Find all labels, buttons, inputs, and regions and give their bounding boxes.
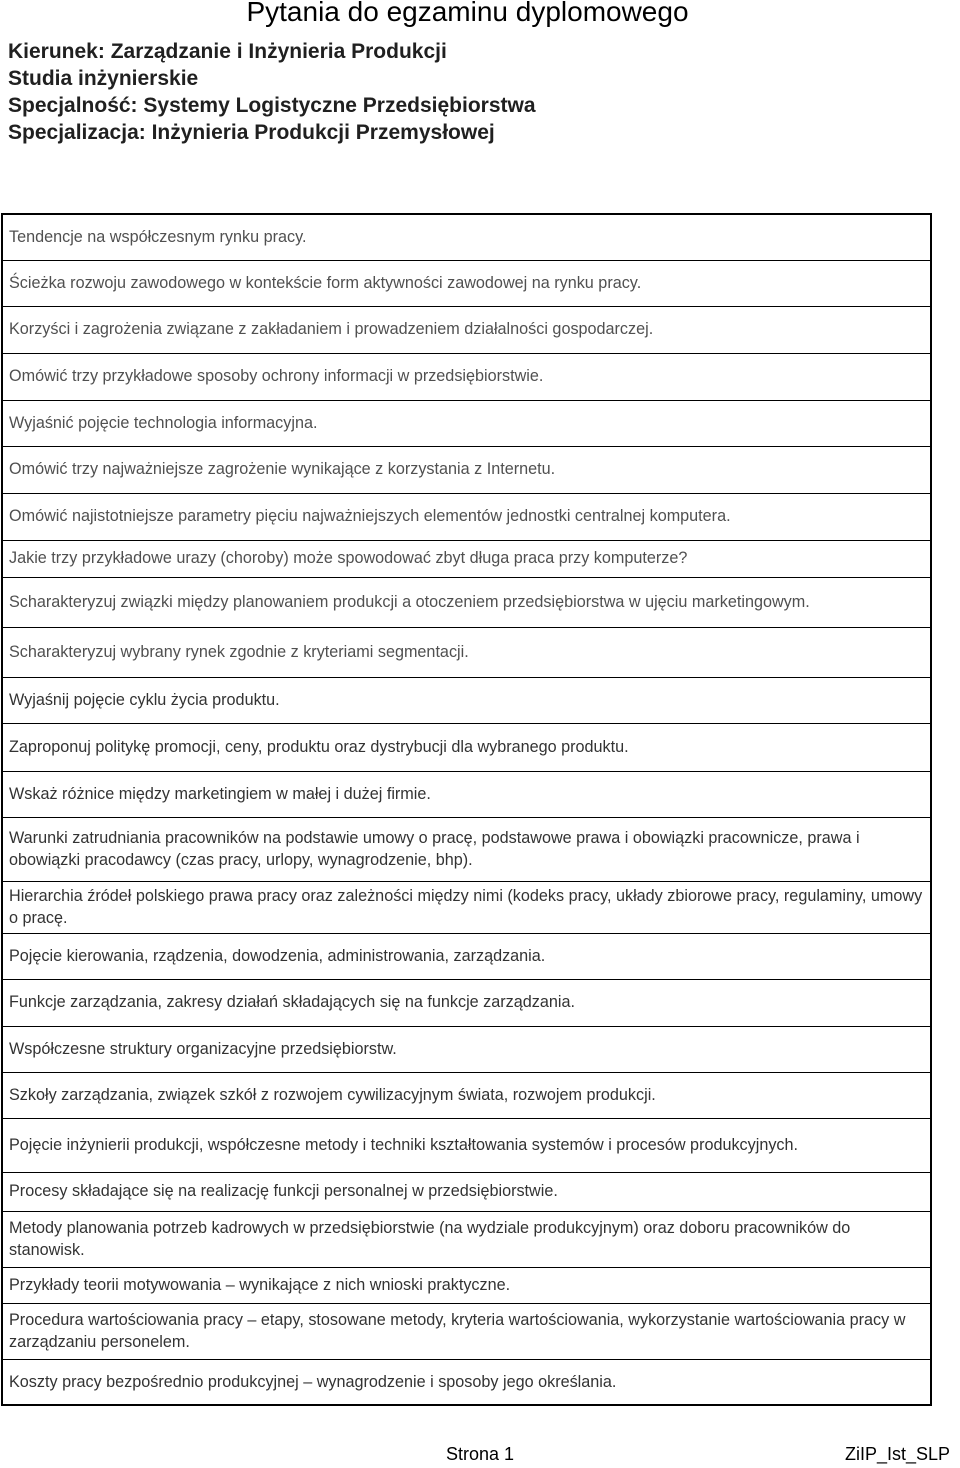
questions-table	[1, 213, 932, 1406]
header-line-specjalnosc: Specjalność: Systemy Logistyczne Przedsiębiorstwa	[8, 94, 536, 117]
table-row	[2, 1026, 931, 1072]
question-cell: Funkcje zarządzania, zakresy działań składających się na funkcje zarządzania.	[2, 979, 931, 1026]
page-number: Strona 1	[446, 1444, 515, 1464]
question-cell: Zaproponuj politykę promocji, ceny, produktu oraz dystrybucji dla wybranego produktu.	[2, 723, 931, 771]
question-cell: Wskaż różnice między marketingiem w małej i dużej firmie.	[2, 771, 931, 817]
table-row	[2, 1072, 931, 1118]
question-cell: Ścieżka rozwoju zawodowego w kontekście form aktywności zawodowej na rynku pracy.	[2, 260, 931, 306]
table-row	[2, 979, 931, 1026]
table-row	[2, 677, 931, 723]
question-cell: Pojęcie kierowania, rządzenia, dowodzenia, administrowania, zarządzania.	[2, 933, 931, 979]
question-cell: Metody planowania potrzeb kadrowych w przedsiębiorstwie (na wydziale produkcyjnym) oraz doboru pracowników do stanowisk.	[2, 1211, 931, 1267]
table-row	[2, 1172, 931, 1211]
table-row	[2, 723, 931, 771]
document-header	[8, 38, 536, 146]
question-cell: Wyjaśnić pojęcie technologia informacyjna.	[2, 400, 931, 446]
table-row	[2, 1303, 931, 1359]
question-cell: Pojęcie inżynierii produkcji, współczesne metody i techniki kształtowania systemów i procesów produkcyjnych.	[2, 1118, 931, 1172]
table-row	[2, 577, 931, 627]
table-row	[2, 1267, 931, 1303]
table-row	[2, 817, 931, 881]
table-row	[2, 540, 931, 577]
table-row	[2, 306, 931, 353]
table-row	[2, 1359, 931, 1405]
question-cell: Omówić trzy przykładowe sposoby ochrony informacji w przedsiębiorstwie.	[2, 353, 931, 400]
table-row	[2, 353, 931, 400]
table-row	[2, 881, 931, 933]
header-line-specjalizacja: Specjalizacja: Inżynieria Produkcji Przemysłowej	[8, 121, 495, 144]
question-cell: Hierarchia źródeł polskiego prawa pracy oraz zależności między nimi (kodeks pracy, układy zbiorowe pracy, regulaminy, umowy o pracę.	[2, 881, 931, 933]
question-cell: Współczesne struktury organizacyjne przedsiębiorstw.	[2, 1026, 931, 1072]
page-title: Pytania do egzaminu dyplomowego	[246, 0, 689, 27]
question-cell: Korzyści i zagrożenia związane z zakładaniem i prowadzeniem działalności gospodarczej.	[2, 306, 931, 353]
question-cell: Szkoły zarządzania, związek szkół z rozwojem cywilizacyjnym świata, rozwojem produkcji.	[2, 1072, 931, 1118]
question-cell: Jakie trzy przykładowe urazy (choroby) może spowodować zbyt długa praca przy komputerze?	[2, 540, 931, 577]
question-cell: Tendencje na współczesnym rynku pracy.	[9, 228, 307, 246]
question-cell: Omówić najistotniejsze parametry pięciu najważniejszych elementów jednostki centralnej komputera.	[2, 493, 931, 540]
question-cell: Koszty pracy bezpośrednio produkcyjnej – wynagrodzenie i sposoby jego określania.	[2, 1359, 931, 1405]
question-cell: Przykłady teorii motywowania – wynikające z nich wnioski praktyczne.	[2, 1267, 931, 1303]
table-row	[2, 260, 931, 306]
table-row	[2, 493, 931, 540]
table-row	[2, 1118, 931, 1172]
question-cell: Procedura wartościowania pracy – etapy, stosowane metody, kryteria wartościowania, wykorzystanie wartościowania pracy w zarządzaniu personelem.	[2, 1303, 931, 1359]
table-row	[2, 214, 931, 260]
question-cell: Wyjaśnij pojęcie cyklu życia produktu.	[2, 677, 931, 723]
question-cell: Warunki zatrudniania pracowników na podstawie umowy o pracę, podstawowe prawa i obowiązki pracownicze, prawa i obowiązki pracodawcy (czas pracy, urlopy, wynagrodzenie, bhp).	[2, 817, 931, 881]
question-cell: Scharakteryzuj związki między planowaniem produkcji a otoczeniem przedsiębiorstwa w ujęciu marketingowym.	[2, 577, 931, 627]
question-cell: Omówić trzy najważniejsze zagrożenie wynikające z korzystania z Internetu.	[2, 446, 931, 493]
table-row	[2, 933, 931, 979]
table-row	[2, 400, 931, 446]
table-row	[2, 771, 931, 817]
document-code: ZiIP_Ist_SLP	[844, 1444, 950, 1464]
question-cell: Scharakteryzuj wybrany rynek zgodnie z kryteriami segmentacji.	[2, 627, 931, 677]
question-cell: Procesy składające się na realizację funkcji personalnej w przedsiębiorstwie.	[2, 1172, 931, 1211]
table-row	[2, 627, 931, 677]
header-line-studia: Studia inżynierskie	[8, 67, 199, 90]
table-row	[2, 446, 931, 493]
header-line-kierunek: Kierunek: Zarządzanie i Inżynieria Produkcji	[8, 40, 447, 63]
table-row	[2, 1211, 931, 1267]
